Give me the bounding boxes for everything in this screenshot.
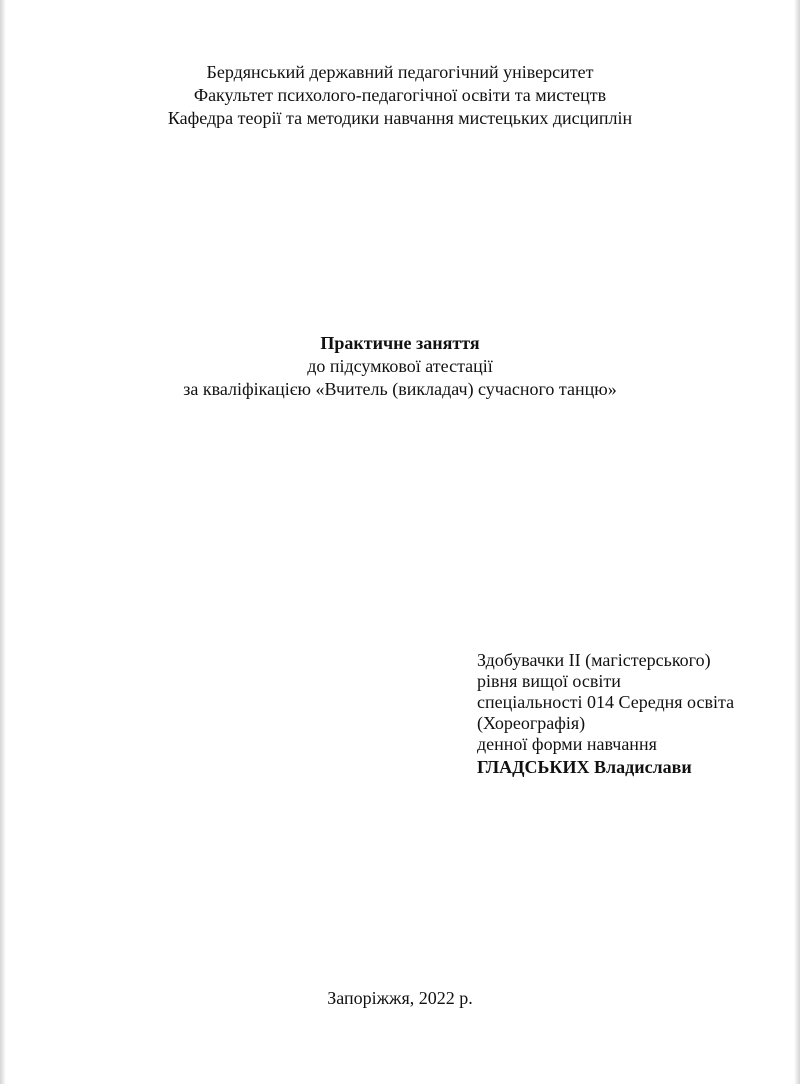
page-left-edge: [0, 0, 6, 1084]
student-info: [477, 650, 734, 778]
student-specialization: (Хореографія): [477, 713, 586, 733]
student-specialty: спеціальності 014 Середня освіта: [477, 692, 735, 712]
student-name: ГЛАДСЬКИХ Владислави: [477, 757, 692, 777]
student-level: рівня вищої освіти: [477, 671, 621, 691]
student-degree: Здобувачки ІІ (магістерського): [477, 650, 711, 670]
page-right-edge: [794, 0, 800, 1084]
title-qualification: за кваліфікацією «Вчитель (викладач) сучасного танцю»: [183, 379, 617, 399]
faculty-name: Факультет психолого-педагогічної освіти та мистецтв: [193, 85, 607, 105]
document-footer: [0, 987, 800, 1010]
student-study-form: денної форми навчання: [477, 734, 657, 754]
department-name: Кафедра теорії та методики навчання мистецьких дисциплін: [167, 108, 633, 128]
document-header: [0, 61, 800, 130]
title-main: Практичне заняття: [320, 333, 480, 353]
university-name: Бердянський державний педагогічний університет: [206, 62, 594, 82]
place-year: Запоріжжя, 2022 р.: [327, 988, 473, 1008]
title-subtitle: до підсумкової атестації: [307, 356, 493, 376]
document-title: [0, 332, 800, 401]
